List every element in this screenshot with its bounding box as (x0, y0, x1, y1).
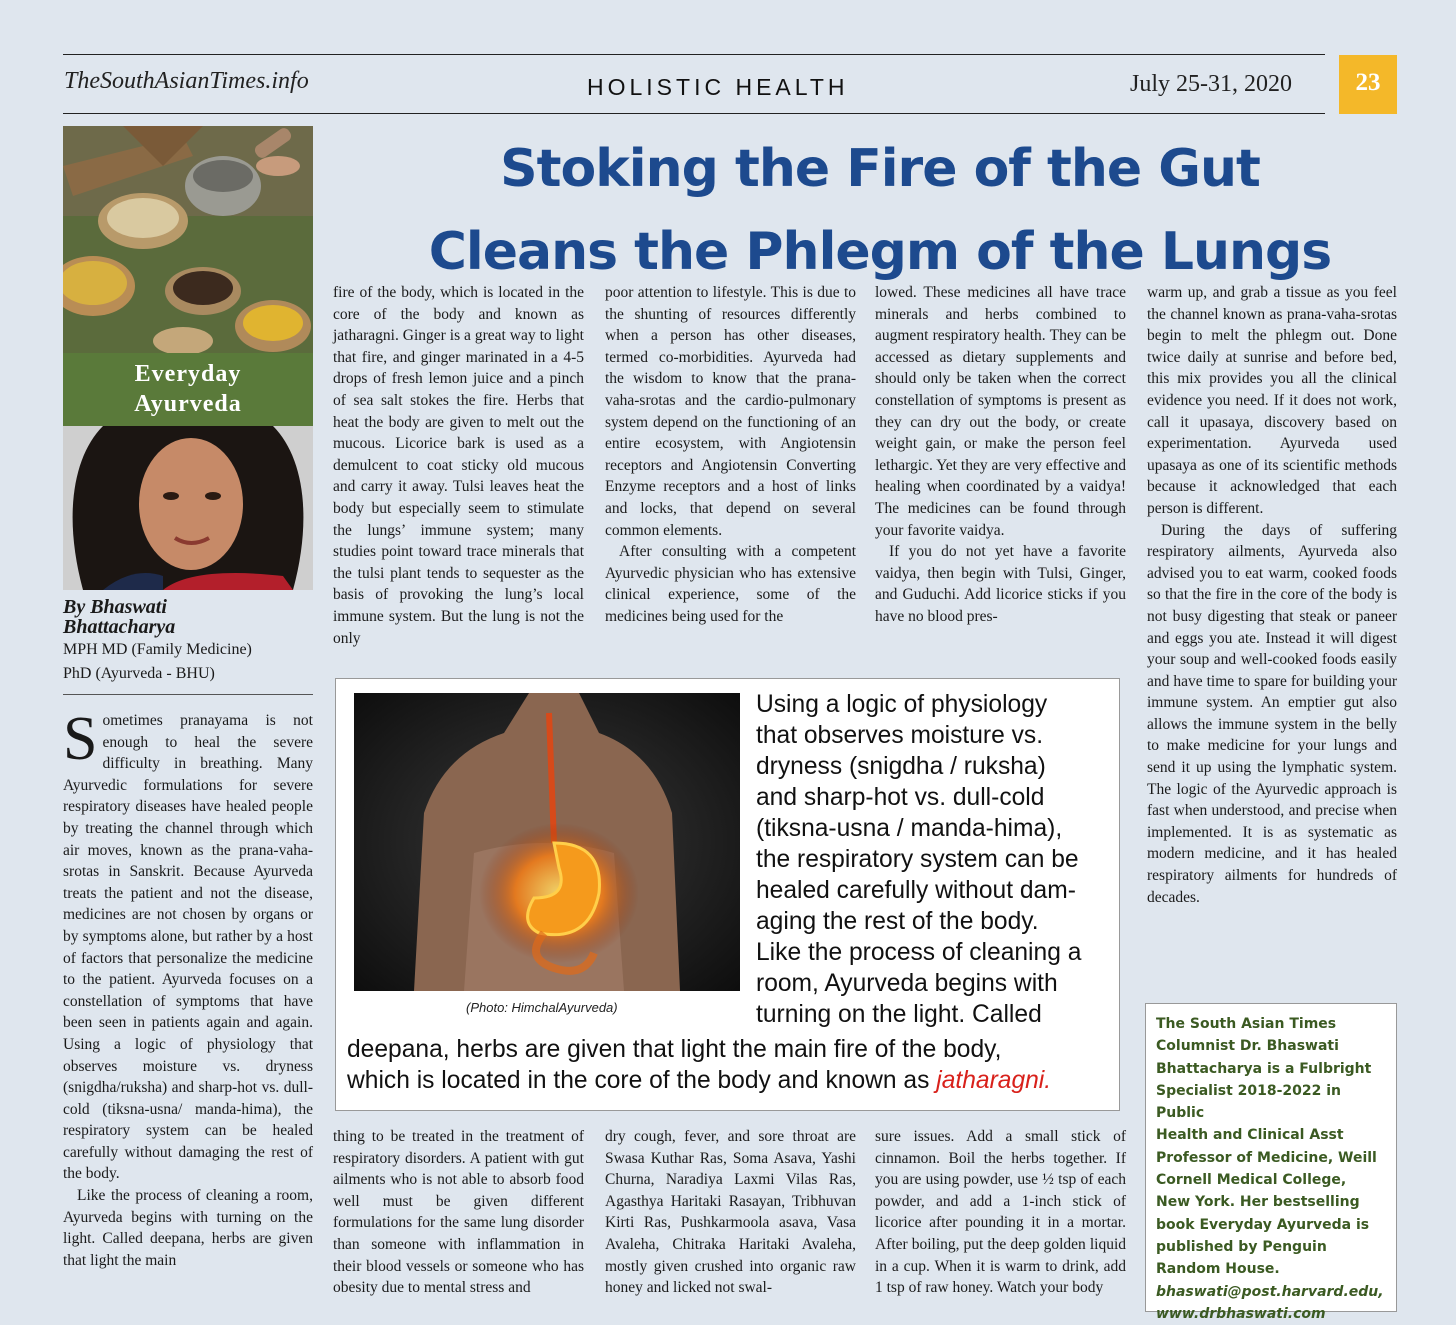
pull-quote-line: turning on the light. Called (756, 1001, 1042, 1028)
pull-quote-line: dryness (snigdha / ruksha) (756, 753, 1046, 780)
article-paragraph: thing to be treated in the treatment of respiratory disorders. A patient with gut ailments who is not able to absorb food well must be given different formulations for the same lung disorder than someone with inflammation in their blood vessels or someone who has obesity due to mental stress and (333, 1128, 584, 1297)
author-name-line-2: Bhattacharya (63, 616, 176, 638)
bio-line: The South Asian Times (1156, 1016, 1337, 1032)
pull-quote-line: room, Ayurveda begins with (756, 970, 1058, 997)
photo-caption: (Photo: HimchalAyurveda) (466, 1000, 618, 1015)
pull-quote-line: Like the process of cleaning a (756, 939, 1082, 966)
author-email-link[interactable]: bhaswati@post.harvard.edu, (1156, 1283, 1384, 1300)
article-column-2-top (333, 282, 584, 649)
bio-line: Columnist Dr. Bhaswati (1156, 1038, 1339, 1055)
bio-line: published by Penguin (1156, 1238, 1327, 1255)
pull-quote-line: and sharp-hot vs. dull-cold (756, 784, 1045, 811)
pull-quote-line: deepana, herbs are given that light the main fire of the body, (347, 1036, 1002, 1063)
herbs-photo (63, 126, 313, 353)
article-paragraph: fire of the body, which is located in the core of the body and known as jatharagni. Ginger is a great way to light that fire, and ginger marinated in a 4-5 drops of fresh lemon juice and a pinch of sea salt stokes the fire. Herbs that heat the body are given to melt out the mucous. Licorice bark is used as a demulcent to coat sticky old mucous and carry it away. Tulsi leaves heat the body but especially seem to stimulate the lungs’ immune system; many studies point toward trace minerals that the tulsi plant tends to sequester as the basis of provoking the lung’s local immune system. But the lung is not the only (333, 284, 584, 647)
page-number-badge: 23 (1339, 55, 1397, 114)
article-headline (350, 128, 1410, 294)
highlight-term: jatharagni. (936, 1067, 1052, 1094)
article-paragraph: Like the process of cleaning a room, Ayurveda begins with turning on the light. Called deepana, herbs are given that light the main (63, 1187, 313, 1269)
headline-line-2: Cleans the Phlegm of the Lungs (428, 222, 1332, 282)
bio-line: Health and Clinical Asst (1156, 1127, 1344, 1144)
article-paragraph: dry cough, fever, and sore throat are Swasa Kuthar Ras, Soma Asava, Yashi Churna, Naradiya Laxmi Vilas Ras, Agasthya Haritaki Rasayan, Tribhuvan Kirti Ras, Pushkarmoola asava, Vasa Avaleha, Chitraka Haritaki Avaleha, mostly given crushed into organic raw honey and licked not swal- (605, 1128, 856, 1297)
author-credential-1: MPH MD (Family Medicine) (63, 641, 252, 658)
article-column-2-bottom (333, 1126, 584, 1299)
article-paragraph: After consulting with a competent Ayurvedic physician who has extensive clinical experience, some of the medicines being used for the (605, 543, 856, 625)
pull-quote-line: that observes moisture vs. (756, 722, 1044, 749)
article-paragraph: lowed. These medicines all have trace minerals and herbs combined to augment respiratory health. They can be accessed as dietary supplements and should only be taken when the correct constellation of symptoms is present as they can dry out the body, or create weight gain, or make the person feel lethargic. Yet they are very effective and healing when coordinated by a vaidya! The medicines can be found through your favorite vaidya. (875, 284, 1126, 539)
publication-site[interactable]: TheSouthAsianTimes.info (64, 68, 309, 94)
article-column-1 (63, 705, 313, 1271)
article-paragraph: sure issues. Add a small stick of cinnamon. Boil the herbs together. If you are using powder, use ½ tsp of each powder, and add a 1-inch stick of licorice after pounding it in a mortar. After boiling, put the deep golden liquid in a cup. When it is warm to drink, add 1 tsp of raw honey. Watch your body (875, 1128, 1126, 1297)
pull-quote-wide (347, 1034, 1051, 1096)
bio-line: Professor of Medicine, Weill (1156, 1149, 1377, 1166)
bio-line: book Everyday Ayurveda is (1156, 1216, 1370, 1233)
header-top-rule (63, 54, 1325, 55)
article-paragraph: During the days of suffering respiratory ailments, Ayurveda also advised you to eat warm, cooked foods so that the fire in the core of the body is not busy digesting that steak or paneer and eggs you ate. Instead it will digest your soup and well-cooked foods easily and have time to spare for building your immune system. An emptier gut also allows the immune system in the belly to make medicine for your lungs and send it up using the lymphatic system. The logic of the Ayurvedic approach is fast when understood, and precise when implemented. It is as systematic as modern medicine, and it has healed respiratory ailments for hundreds of decades. (1147, 521, 1397, 906)
drop-cap: S (63, 705, 98, 773)
pull-quote-lines (756, 689, 1081, 1030)
banner-line-1: Everyday (134, 361, 242, 387)
author-photo (63, 426, 313, 590)
bio-line: Specialist 2018-2022 in Public (1156, 1082, 1342, 1122)
author-byline (63, 597, 313, 685)
issue-date: July 25-31, 2020 (1130, 71, 1292, 97)
article-paragraph: If you do not yet have a favorite vaidya, then begin with Tulsi, Ginger, and Guduchi. Add licorice sticks if you have no blood pres- (875, 543, 1126, 625)
article-paragraph: warm up, and grab a tissue as you feel the channel known as prana-vaha-srotas begin to melt the phlegm out. Done twice daily at sunrise and before bed, this mix provides you all the clinical evidence you need. If it does not work, call it upasaya, discovery based on experimentation. Ayurveda used upasaya as one of its scientific methods because it acknowledged that each person is different. (1147, 284, 1397, 517)
article-column-4-top (875, 282, 1126, 628)
banner-line-2: Ayurveda (134, 391, 242, 417)
author-bio-box (1145, 1003, 1397, 1322)
section-title: HOLISTIC HEALTH (587, 74, 849, 100)
bio-line: Random House. (1156, 1261, 1280, 1278)
pull-quote-line: (tiksna-usna / manda-hima), (756, 815, 1063, 842)
column-banner (63, 353, 313, 426)
article-column-4-bottom (875, 1126, 1126, 1299)
article-paragraph: poor attention to lifestyle. This is due to the shunting of resources differently when a person has other diseases, termed co-morbidities. Ayurveda had the wisdom to know that the prana-vaha-srotas and the cardio-pulmonary system depend on the functioning of an entire ecosystem, with Angiotensin receptors and Angiotensin Converting Enzyme receptors and a host of links and locks, that depend on several common elements. (605, 284, 856, 539)
article-paragraph: Sometimes pranayama is not enough to heal the severe difficulty in breathing. Many Ayurvedic formulations for severe respiratory diseases have healed people by treating the channel through which air moves, known as the prana-vaha-srotas in Sanskrit. Because Ayurveda treats the patient and not the disease, medicines are not chosen by organs or by symptoms alone, but rather by a host of factors that personalize the medicine to the patient. Ayurveda focuses on a constellation of symptoms that have been seen in patients again and again. Using a logic of physiology that observes moisture vs. dryness (snigdha/ruksha) and sharp-hot vs. dull-cold (tiksna-usna/ manda-hima), the respiratory system can be healed carefully without damaging the rest of the body. (63, 705, 313, 1183)
article-column-3-bottom (605, 1126, 856, 1299)
pull-quote-line: the respiratory system can be (756, 846, 1079, 873)
author-name-line-1: By Bhaswati (63, 596, 167, 618)
gut-illustration (354, 693, 740, 991)
article-column-3-top (605, 282, 856, 628)
bio-line: Cornell Medical College, (1156, 1172, 1347, 1189)
byline-divider (63, 694, 313, 695)
author-credential-2: PhD (Ayurveda - BHU) (63, 665, 215, 682)
pull-quote-line: aging the rest of the body. (756, 908, 1039, 935)
headline-line-1: Stoking the Fire of the Gut (500, 139, 1260, 199)
header-bottom-rule (63, 113, 1325, 114)
pull-quote-line: healed carefully without dam- (756, 877, 1076, 904)
bio-line: New York. Her bestselling (1156, 1194, 1360, 1211)
author-website-link[interactable]: www.drbhaswati.com (1156, 1305, 1326, 1322)
article-column-5 (1147, 282, 1397, 908)
pull-quote-line: which is located in the core of the body and known as jatharagni. (347, 1067, 1052, 1094)
bio-line: Bhattacharya is a Fulbright (1156, 1060, 1372, 1077)
pull-quote-line: Using a logic of physiology (756, 691, 1048, 718)
